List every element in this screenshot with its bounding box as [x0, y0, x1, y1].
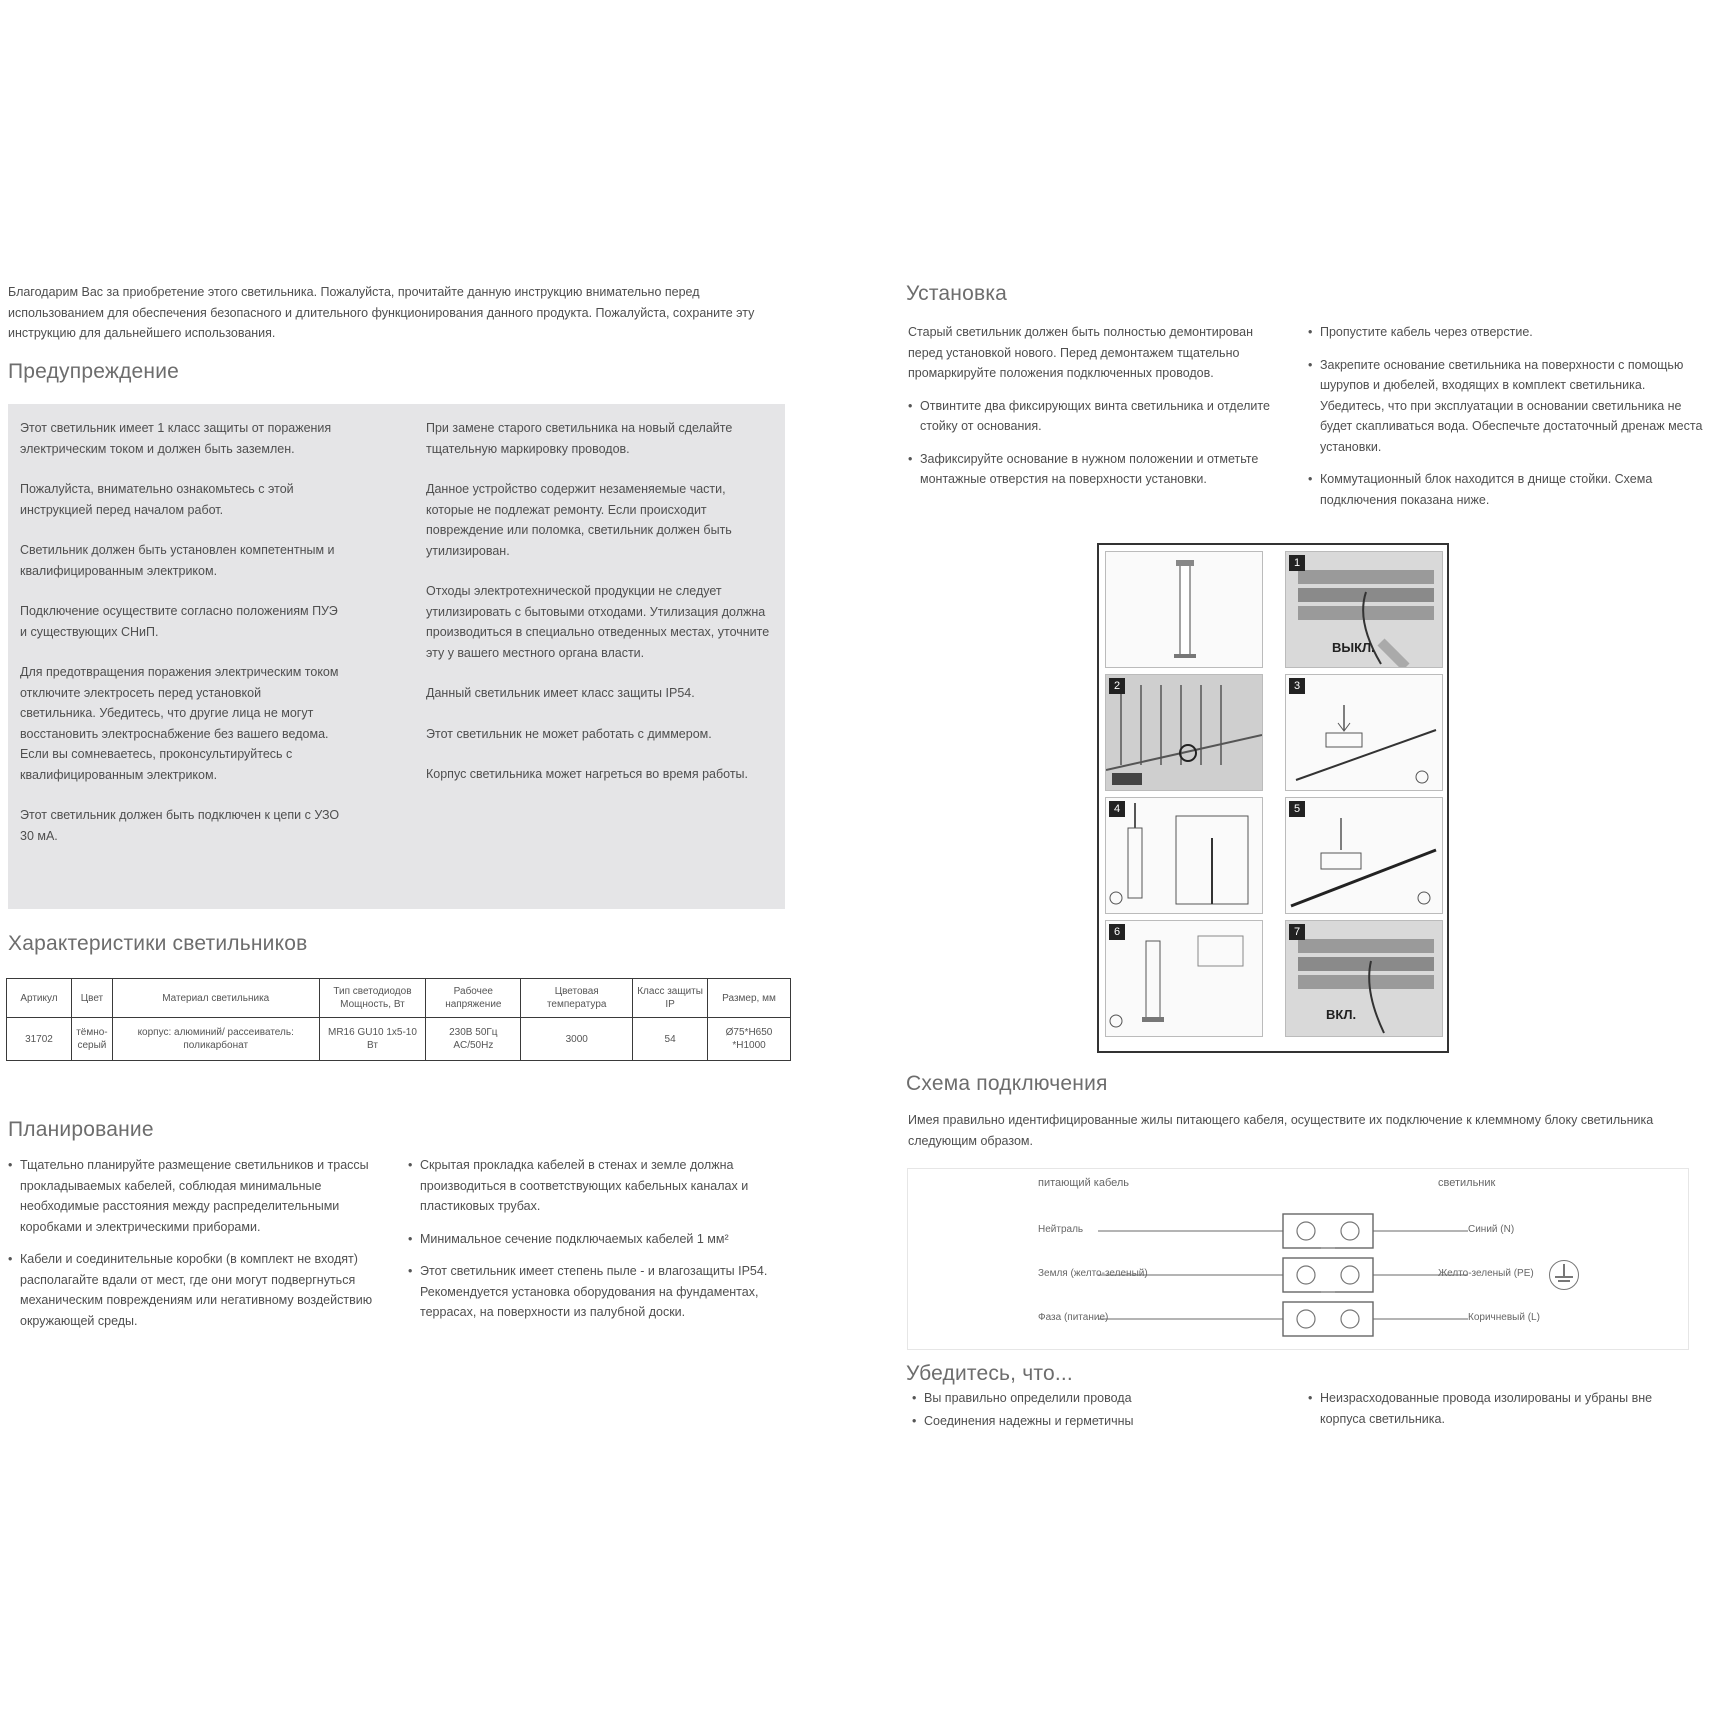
bollard-light-icon — [1106, 552, 1262, 667]
list-item: • Зафиксируйте основание в нужном положении и отметьте монтажные отверстия на поверхности установки. — [908, 449, 1278, 490]
switch-off-label: ВЫКЛ. — [1332, 640, 1375, 655]
table-cell: 230В 50Гц AC/50Hz — [426, 1018, 521, 1061]
step-number: 7 — [1289, 924, 1305, 940]
step-5-panel — [1285, 797, 1443, 914]
warning-title: Предупреждение — [8, 360, 180, 383]
install-title: Установка — [906, 282, 1008, 305]
table-cell: MR16 GU10 1х5-10 Вт — [319, 1018, 426, 1061]
step-number: 5 — [1289, 801, 1305, 817]
warning-item: Этот светильник не может работать с диммером. — [426, 726, 712, 741]
warning-box — [8, 404, 785, 909]
step-number: 1 — [1289, 555, 1305, 571]
list-item: • Кабели и соединительные коробки (в комплект не входят) располагайте вдали от мест, где они могут подвергнуться механическим повреждениям или негативному воздействию окружающей среды. — [8, 1249, 393, 1331]
step-number: 3 — [1289, 678, 1305, 694]
step-3-panel — [1285, 674, 1443, 791]
list-item: • Минимальное сечение подключаемых кабелей 1 мм² — [408, 1229, 778, 1250]
wire-label-right: Желто-зеленый (PE) — [1438, 1268, 1534, 1279]
list-item: • Тщательно планируйте размещение светильников и трассы прокладываемых кабелей, соблюдая минимальные необходимые расстояния между распределительными коробками и электрическими приборами. — [8, 1155, 393, 1237]
list-item: • Неизрасходованные провода изолированы и убраны вне корпуса светильника. — [1308, 1388, 1688, 1429]
post-assembly-icon — [1106, 921, 1262, 1036]
warning-col2 — [426, 418, 771, 785]
warning-item: При замене старого светильника на новый сделайте тщательную маркировку проводов. — [426, 421, 733, 456]
step-2-panel — [1105, 674, 1263, 791]
warning-item: Подключение осуществите согласно положениям ПУЭ и существующих СНиП. — [20, 604, 338, 639]
wiring-left-header: питающий кабель — [1038, 1177, 1130, 1189]
step-7-panel — [1285, 920, 1443, 1037]
table-header: Материал светильника — [112, 979, 319, 1018]
install-intro: Старый светильник должен быть полностью демонтирован перед установкой нового. Перед демонтажем тщательно промаркируйте положения подключенных проводов. — [908, 325, 1253, 380]
step-4-panel — [1105, 797, 1263, 914]
step-number: 6 — [1109, 924, 1125, 940]
wire-label-left: Фаза (питание) — [1038, 1312, 1109, 1323]
switch-on-label: ВКЛ. — [1326, 1007, 1357, 1022]
wiring-text: Имея правильно идентифицированные жилы питающего кабеля, осуществите их подключение к клеммному блоку светильника следующим образом. — [908, 1113, 1654, 1148]
warning-item: Этот светильник имеет 1 класс защиты от поражения электрическим током и должен быть заземлен. — [20, 421, 332, 456]
planning-col2 — [408, 1155, 778, 1335]
cable-through-base-icon — [1286, 798, 1442, 913]
list-item: • Соединения надежны и герметичны — [912, 1411, 1292, 1432]
warning-item: Данный светильник имеет класс защиты IP54. — [426, 686, 695, 700]
table-header: Размер, мм — [708, 979, 791, 1018]
table-cell: 54 — [633, 1018, 708, 1061]
installation-figure — [1097, 543, 1449, 1053]
step-6-panel — [1105, 920, 1263, 1037]
table-header: Артикул — [7, 979, 72, 1018]
mounting-base-icon — [1286, 675, 1442, 790]
drill-marking-icon — [1106, 798, 1262, 913]
wire-label-left: Нейтраль — [1038, 1224, 1084, 1235]
screwdriver-unscrew-icon — [1106, 675, 1262, 790]
step-number: 2 — [1109, 678, 1125, 694]
warning-item: Этот светильник должен быть подключен к цепи с УЗО 30 мА. — [20, 808, 340, 843]
table-header: Рабочее напряжение — [426, 979, 521, 1018]
table-header: Цвет — [71, 979, 112, 1018]
specs-table — [6, 978, 791, 1061]
install-col1 — [908, 322, 1278, 502]
warning-item: Пожалуйста, внимательно ознакомьтесь с этой инструкцией перед началом работ. — [20, 482, 294, 517]
list-item: • Пропустите кабель через отверстие. — [1308, 322, 1713, 343]
warning-item: Отходы электротехнической продукции не следует утилизировать с бытовыми отходами. Утилизация должна производиться в специально отведенных местах, уточните эту у вашего местного органа власти. — [426, 584, 770, 660]
table-header: Тип светодиодов Мощность, Вт — [319, 979, 426, 1018]
wire-label-left: Земля (желто-зеленый) — [1038, 1268, 1148, 1279]
planning-title: Планирование — [8, 1118, 154, 1141]
wiring-diagram — [907, 1168, 1689, 1350]
install-col2 — [1308, 322, 1713, 522]
warning-item: Данное устройство содержит незаменяемые части, которые не подлежат ремонту. Если происходит повреждение или поломка, светильник должен быть утилизирован. — [426, 482, 732, 558]
wiring-right-header: светильник — [1438, 1177, 1496, 1189]
wiring-title: Схема подключения — [906, 1072, 1108, 1095]
list-item: • Вы правильно определили провода — [912, 1388, 1292, 1409]
list-item: • Этот светильник имеет степень пыле - и влагозащиты IP54. Рекомендуется установка оборудования на фундаментах, террасах, на поверхности из палубной доски. — [408, 1261, 778, 1323]
warning-item: Светильник должен быть установлен компетентным и квалифицированным электриком. — [20, 543, 335, 578]
table-cell: 31702 — [7, 1018, 72, 1061]
check-col2 — [1308, 1388, 1688, 1441]
warning-col1 — [20, 418, 340, 846]
wire-label-right: Коричневый (L) — [1468, 1312, 1540, 1323]
ground-symbol-icon — [1549, 1260, 1579, 1290]
table-cell: 3000 — [521, 1018, 633, 1061]
table-header: Цветовая температура — [521, 979, 633, 1018]
product-illustration — [1105, 551, 1263, 668]
intro-text: Благодарим Вас за приобретение этого светильника. Пожалуйста, прочитайте данную инструкцию внимательно перед использованием для обеспечения безопасного и длительного функционирования данного продукта. Пожалуйста, сохраните эту инструкцию для дальнейшего использования. — [8, 285, 755, 340]
table-cell: корпус: алюминий/ рассеиватель: поликарбонат — [112, 1018, 319, 1061]
warning-item: Для предотвращения поражения электрическим током отключите электросеть перед установкой светильника. Убедитесь, что другие лица не могут восстановить электроснабжение без вашего ведома. Если вы сомневаетесь, проконсультируйтесь с квалифицированным электриком. — [20, 665, 339, 782]
list-item: • Закрепите основание светильника на поверхности с помощью шурупов и дюбелей, входящих в комплект светильника. Убедитесь, что при эксплуатации в основании светильника не будет скапливаться вода. Обеспечьте достаточный дренаж места установки. — [1308, 355, 1713, 458]
switch-on-icon — [1286, 921, 1442, 1036]
step-number: 4 — [1109, 801, 1125, 817]
specs-title: Характеристики светильников — [8, 932, 308, 955]
table-header-row — [7, 979, 791, 1018]
check-col1 — [912, 1388, 1292, 1433]
table-row — [7, 1018, 791, 1061]
wire-label-right: Синий (N) — [1468, 1224, 1515, 1235]
table-header: Класс защиты IP — [633, 979, 708, 1018]
list-item: • Скрытая прокладка кабелей в стенах и земле должна производиться в соответствующих кабельных каналах и пластиковых трубах. — [408, 1155, 778, 1217]
list-item: • Коммутационный блок находится в днище стойки. Схема подключения показана ниже. — [1308, 469, 1713, 510]
table-cell: тёмно-серый — [71, 1018, 112, 1061]
planning-col1 — [8, 1155, 393, 1343]
step-1-panel — [1285, 551, 1443, 668]
warning-item: Корпус светильника может нагреться во время работы. — [426, 767, 749, 781]
table-cell: Ø75*H650 *H1000 — [708, 1018, 791, 1061]
terminal-block-diagram — [908, 1169, 1688, 1349]
check-title: Убедитесь, что... — [906, 1362, 1073, 1385]
list-item: • Отвинтите два фиксирующих винта светильника и отделите стойку от основания. — [908, 396, 1278, 437]
